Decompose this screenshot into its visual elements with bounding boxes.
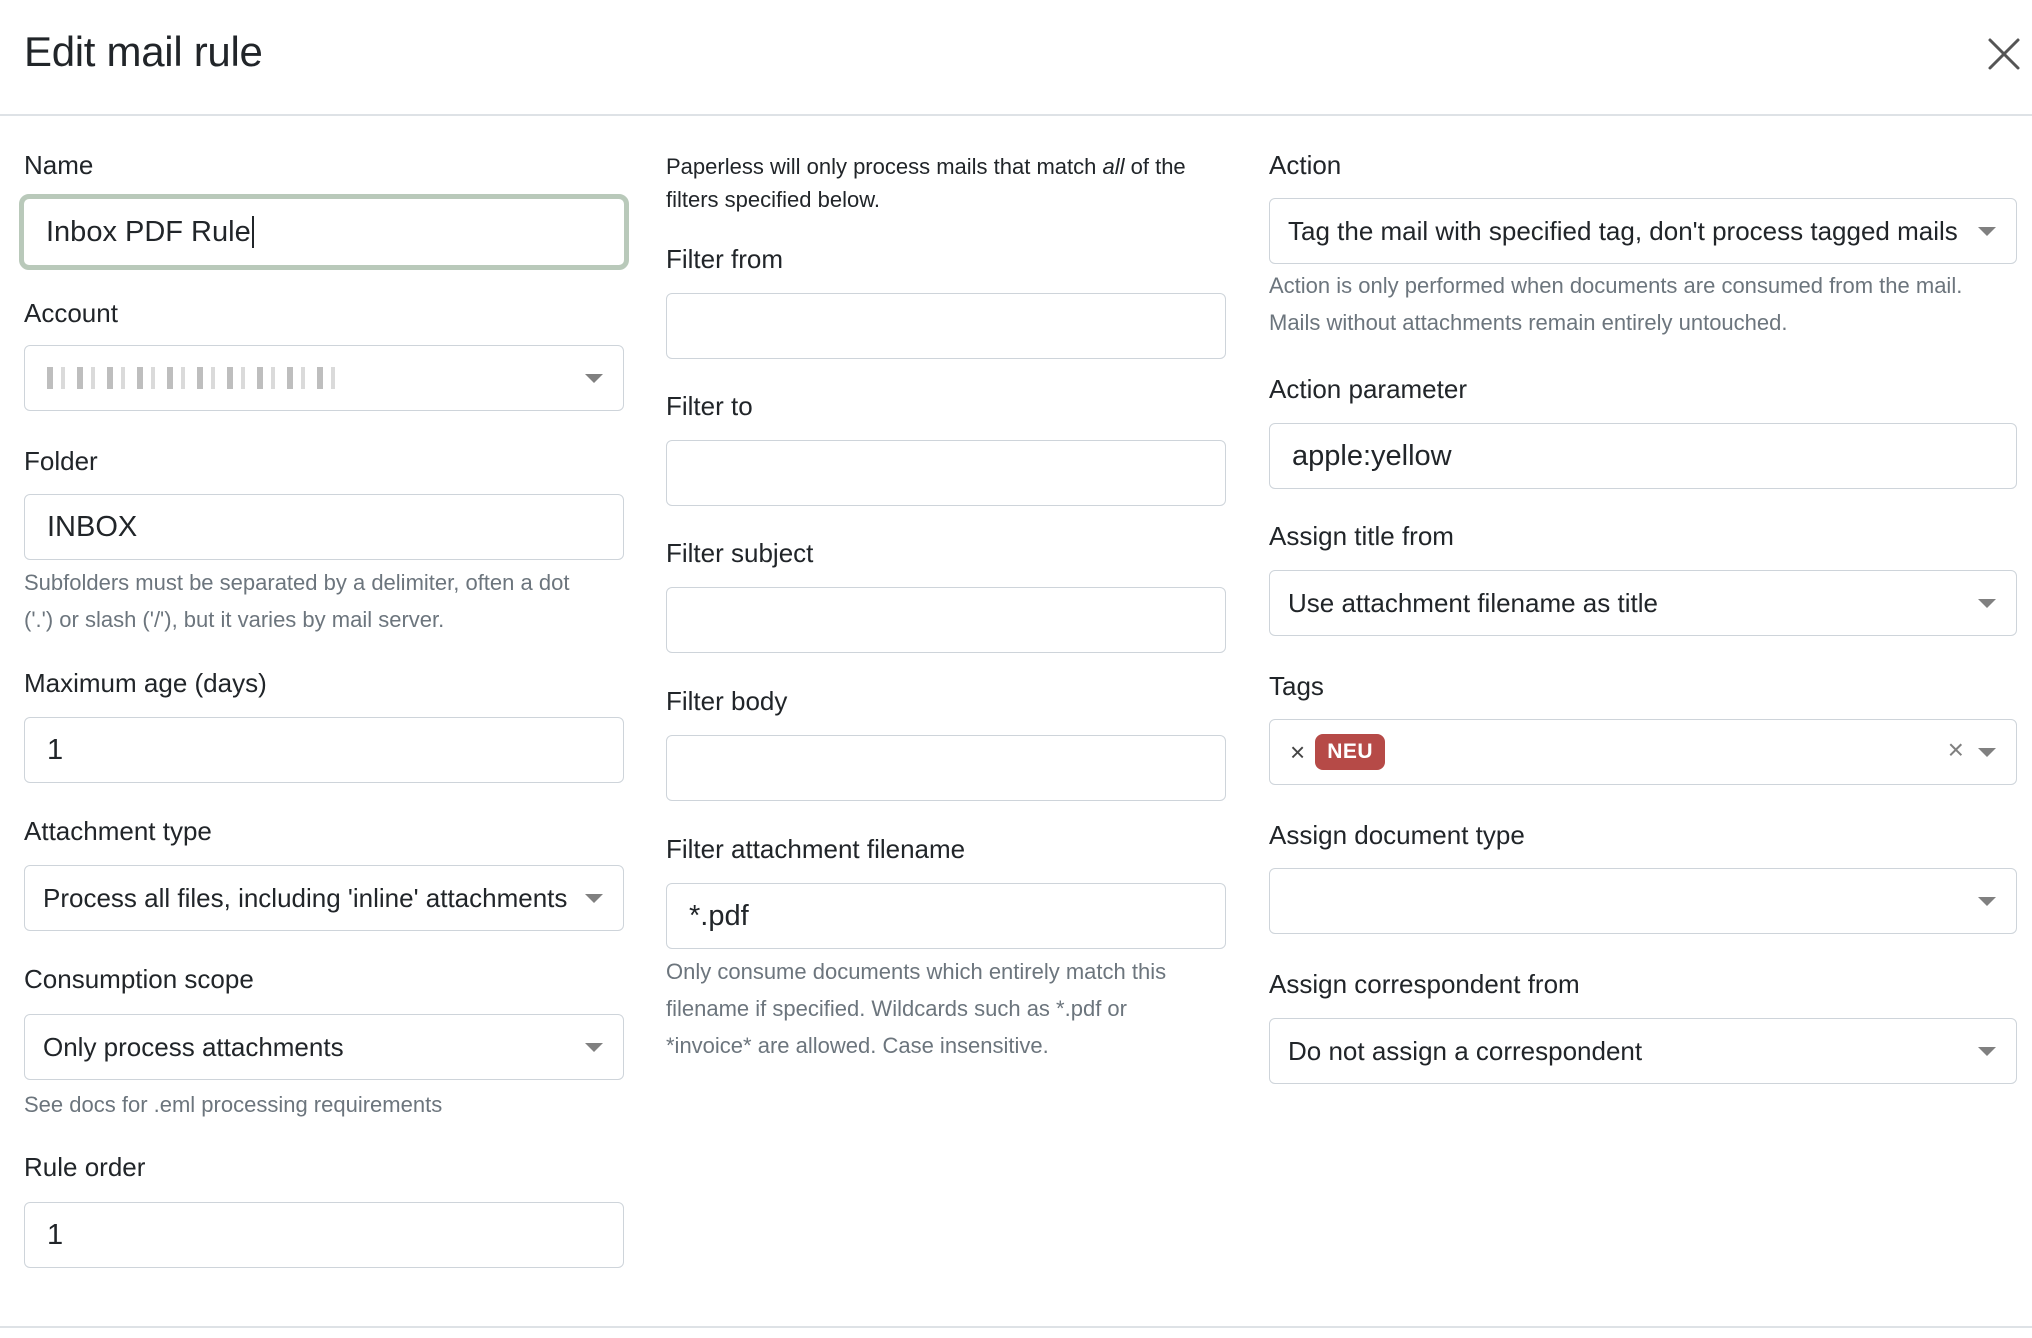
filter-subject-label: Filter subject bbox=[666, 538, 814, 568]
close-button[interactable] bbox=[1984, 34, 2024, 74]
assign-title-value: Use attachment filename as title bbox=[1288, 587, 1658, 618]
chevron-down-icon bbox=[1978, 227, 1996, 236]
filter-to-input[interactable] bbox=[666, 440, 1226, 506]
filters-intro bbox=[666, 150, 1226, 216]
assign-title-label: Assign title from bbox=[1269, 521, 1454, 551]
chevron-down-icon bbox=[1978, 897, 1996, 906]
tags-label: Tags bbox=[1269, 671, 1324, 701]
chevron-down-icon bbox=[1978, 748, 1996, 757]
filter-attachment-help bbox=[666, 953, 1166, 1064]
consumption-scope-help: See docs for .eml processing requirements bbox=[24, 1092, 443, 1117]
action-parameter-value: apple:yellow bbox=[1292, 439, 1452, 472]
text-caret bbox=[252, 216, 254, 248]
filter-body-input[interactable] bbox=[666, 735, 1226, 801]
filter-to-label: Filter to bbox=[666, 391, 753, 421]
account-redacted-value bbox=[47, 367, 347, 389]
left-column bbox=[24, 116, 624, 1326]
right-column bbox=[1269, 116, 2017, 1326]
folder-label: Folder bbox=[24, 446, 98, 476]
action-help-line-1: Action is only performed when documents are consumed from the mail. bbox=[1269, 273, 1963, 298]
modal-body bbox=[0, 116, 2032, 1326]
max-age-input[interactable] bbox=[24, 717, 624, 783]
rule-order-label: Rule order bbox=[24, 1152, 146, 1182]
folder-help-line-2: ('.') or slash ('/'), but it varies by mail server. bbox=[24, 607, 445, 632]
attachment-type-value: Process all files, including 'inline' attachments bbox=[43, 882, 568, 913]
folder-help-line-1: Subfolders must be separated by a delimiter, often a dot bbox=[24, 570, 570, 595]
correspondent-label: Assign correspondent from bbox=[1269, 969, 1580, 999]
attachment-type-select[interactable] bbox=[24, 865, 624, 931]
chevron-down-icon bbox=[1978, 599, 1996, 608]
rule-order-input-value: 1 bbox=[47, 1218, 64, 1251]
modal-header bbox=[0, 0, 2032, 116]
action-label: Action bbox=[1269, 150, 1342, 180]
rule-order-input[interactable] bbox=[24, 1202, 624, 1268]
filter-attachment-help-line-3: *invoice* are allowed. Case insensitive. bbox=[666, 1033, 1049, 1058]
correspondent-select[interactable] bbox=[1269, 1018, 2017, 1084]
document-type-select[interactable] bbox=[1269, 868, 2017, 934]
filter-attachment-value: *.pdf bbox=[689, 899, 749, 932]
chevron-down-icon bbox=[585, 1043, 603, 1052]
filter-body-label: Filter body bbox=[666, 686, 788, 716]
name-label: Name bbox=[24, 150, 94, 180]
assign-title-select[interactable] bbox=[1269, 570, 2017, 636]
filter-attachment-input[interactable] bbox=[666, 883, 1226, 949]
action-help bbox=[1269, 267, 1962, 341]
account-select[interactable] bbox=[24, 345, 624, 411]
chevron-down-icon bbox=[585, 374, 603, 383]
consumption-scope-select[interactable] bbox=[24, 1014, 624, 1080]
intro-text-suffix: of the filters specified below. bbox=[666, 154, 1186, 212]
filter-attachment-help-line-2: filename if specified. Wildcards such as *.pdf or bbox=[666, 996, 1127, 1021]
clear-tags-icon[interactable]: × bbox=[1947, 734, 1964, 765]
folder-input[interactable] bbox=[24, 494, 624, 560]
chevron-down-icon bbox=[1978, 1047, 1996, 1056]
name-input-value: Inbox PDF Rule bbox=[46, 215, 251, 248]
consumption-scope-label: Consumption scope bbox=[24, 964, 254, 994]
footer-divider bbox=[0, 1326, 2032, 1328]
action-help-line-2: Mails without attachments remain entirely untouched. bbox=[1269, 310, 1788, 335]
filter-from-input[interactable] bbox=[666, 293, 1226, 359]
account-label: Account bbox=[24, 298, 118, 328]
document-type-label: Assign document type bbox=[1269, 820, 1525, 850]
correspondent-value: Do not assign a correspondent bbox=[1288, 1035, 1643, 1066]
tag-badge: NEU bbox=[1315, 734, 1385, 770]
close-icon bbox=[1984, 34, 2024, 74]
max-age-input-value: 1 bbox=[47, 733, 64, 766]
attachment-type-label: Attachment type bbox=[24, 816, 212, 846]
action-value: Tag the mail with specified tag, don't process tagged mails bbox=[1288, 215, 1958, 246]
max-age-label: Maximum age (days) bbox=[24, 668, 267, 698]
filter-attachment-label: Filter attachment filename bbox=[666, 834, 966, 864]
filter-subject-input[interactable] bbox=[666, 587, 1226, 653]
consumption-scope-value: Only process attachments bbox=[43, 1031, 344, 1062]
filter-attachment-help-line-1: Only consume documents which entirely match this bbox=[666, 959, 1167, 984]
name-input[interactable] bbox=[19, 194, 629, 270]
chevron-down-icon bbox=[585, 894, 603, 903]
folder-input-value: INBOX bbox=[47, 510, 138, 543]
action-select[interactable] bbox=[1269, 198, 2017, 264]
intro-text-prefix: Paperless will only process mails that match bbox=[666, 154, 1103, 179]
action-parameter-input[interactable] bbox=[1269, 423, 2017, 489]
tag-remove-icon[interactable]: × bbox=[1290, 736, 1306, 767]
tags-select[interactable] bbox=[1269, 719, 2017, 785]
action-parameter-label: Action parameter bbox=[1269, 374, 1467, 404]
folder-help bbox=[24, 564, 569, 638]
dialog-title: Edit mail rule bbox=[24, 28, 263, 75]
intro-text-emphasis: all bbox=[1102, 154, 1125, 179]
filter-from-label: Filter from bbox=[666, 244, 783, 274]
middle-column bbox=[666, 116, 1226, 1326]
